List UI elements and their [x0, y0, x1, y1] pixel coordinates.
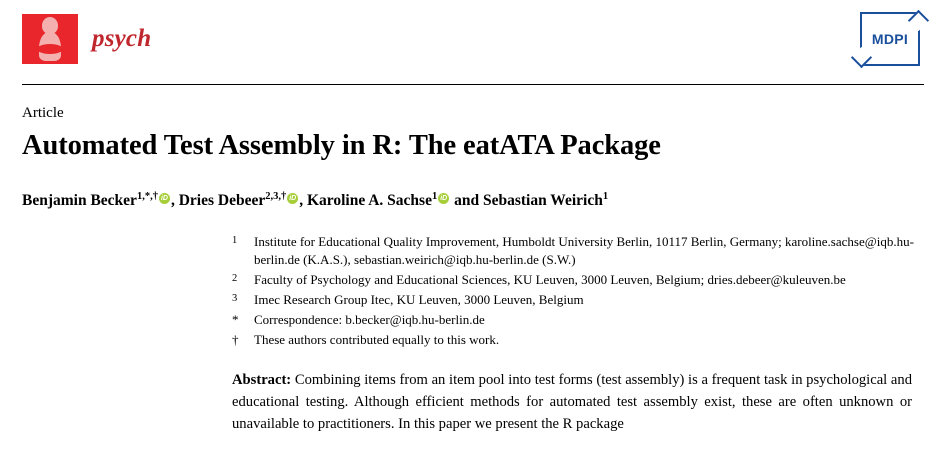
- abstract-text: Combining items from an item pool into test forms (test assembly) is a frequent task in psychological and educational testing. Although efficient methods for automated test assembly exist, these are often unknown or unavailable to practitioners. In this paper we present the R package: [232, 371, 912, 433]
- orcid-icon-1[interactable]: [159, 193, 170, 204]
- affiliation-marker: †: [232, 331, 239, 347]
- affiliation-list: [232, 233, 924, 349]
- abstract-section: [232, 369, 912, 436]
- affiliation-row: [232, 233, 924, 269]
- author-separator-1: ,: [170, 191, 175, 209]
- author-sup-3: 1: [431, 190, 438, 202]
- author-sup-1: 1,*,†: [136, 190, 158, 202]
- author-sup-2: 2,3,†: [265, 190, 287, 202]
- mdpi-corner-top-right: [908, 10, 929, 31]
- affiliation-row: [232, 331, 924, 349]
- psych-journal-logo-icon: [22, 14, 78, 64]
- author-sup-4: 1: [602, 190, 609, 202]
- author-separator-2: ,: [299, 191, 304, 209]
- mdpi-corner-bottom-left: [851, 47, 872, 68]
- affiliation-marker: 3: [232, 292, 238, 304]
- article-type-label: Article: [22, 105, 64, 121]
- affiliation-text: Correspondence: b.becker@iqb.hu-berlin.de: [254, 311, 485, 327]
- mdpi-logo-text: MDPI: [871, 31, 909, 47]
- author-name-3[interactable]: Karoline A. Sachse: [306, 191, 432, 209]
- page-title: Automated Test Assembly in R: The eatATA Package: [22, 130, 661, 161]
- orcid-icon-3[interactable]: [438, 193, 449, 204]
- author-name-4[interactable]: Sebastian Weirich: [482, 191, 603, 209]
- abstract-label: Abstract:: [232, 371, 292, 388]
- orcid-icon-2[interactable]: [287, 193, 298, 204]
- author-name-1[interactable]: Benjamin Becker: [22, 191, 137, 209]
- affiliation-row: [232, 291, 924, 309]
- affiliation-text: Imec Research Group Itec, KU Leuven, 3000 Leuven, Belgium: [254, 291, 584, 307]
- author-conjunction: and: [454, 191, 480, 209]
- affiliation-text: Faculty of Psychology and Educational Sciences, KU Leuven, 3000 Leuven, Belgium; dries.debeer@kuleuven.be: [254, 271, 846, 287]
- affiliation-text: These authors contributed equally to this work.: [254, 331, 500, 347]
- affiliation-row: [232, 271, 924, 289]
- affiliation-marker: *: [232, 311, 239, 327]
- affiliation-marker: 1: [232, 235, 238, 247]
- page-header: [22, 0, 924, 78]
- affiliation-marker: 2: [232, 272, 238, 284]
- figure-waist-shape: [37, 44, 63, 54]
- journal-name: psych: [92, 25, 152, 52]
- mdpi-logo-icon[interactable]: [860, 12, 920, 66]
- figure-silhouette-icon: [39, 17, 61, 61]
- affiliation-text: Institute for Educational Quality Improvement, Humboldt University Berlin, 10117 Berlin, Germany; karoline.sachse@iqb.hu-berlin.de (K.A.S.), sebastian.weirich@iqb.hu-berlin.de (S.W.): [254, 234, 914, 267]
- journal-brand[interactable]: [22, 14, 151, 64]
- header-divider: [22, 84, 924, 85]
- author-name-2[interactable]: Dries Debeer: [178, 191, 266, 209]
- author-list: [22, 190, 924, 211]
- affiliation-row: [232, 311, 924, 329]
